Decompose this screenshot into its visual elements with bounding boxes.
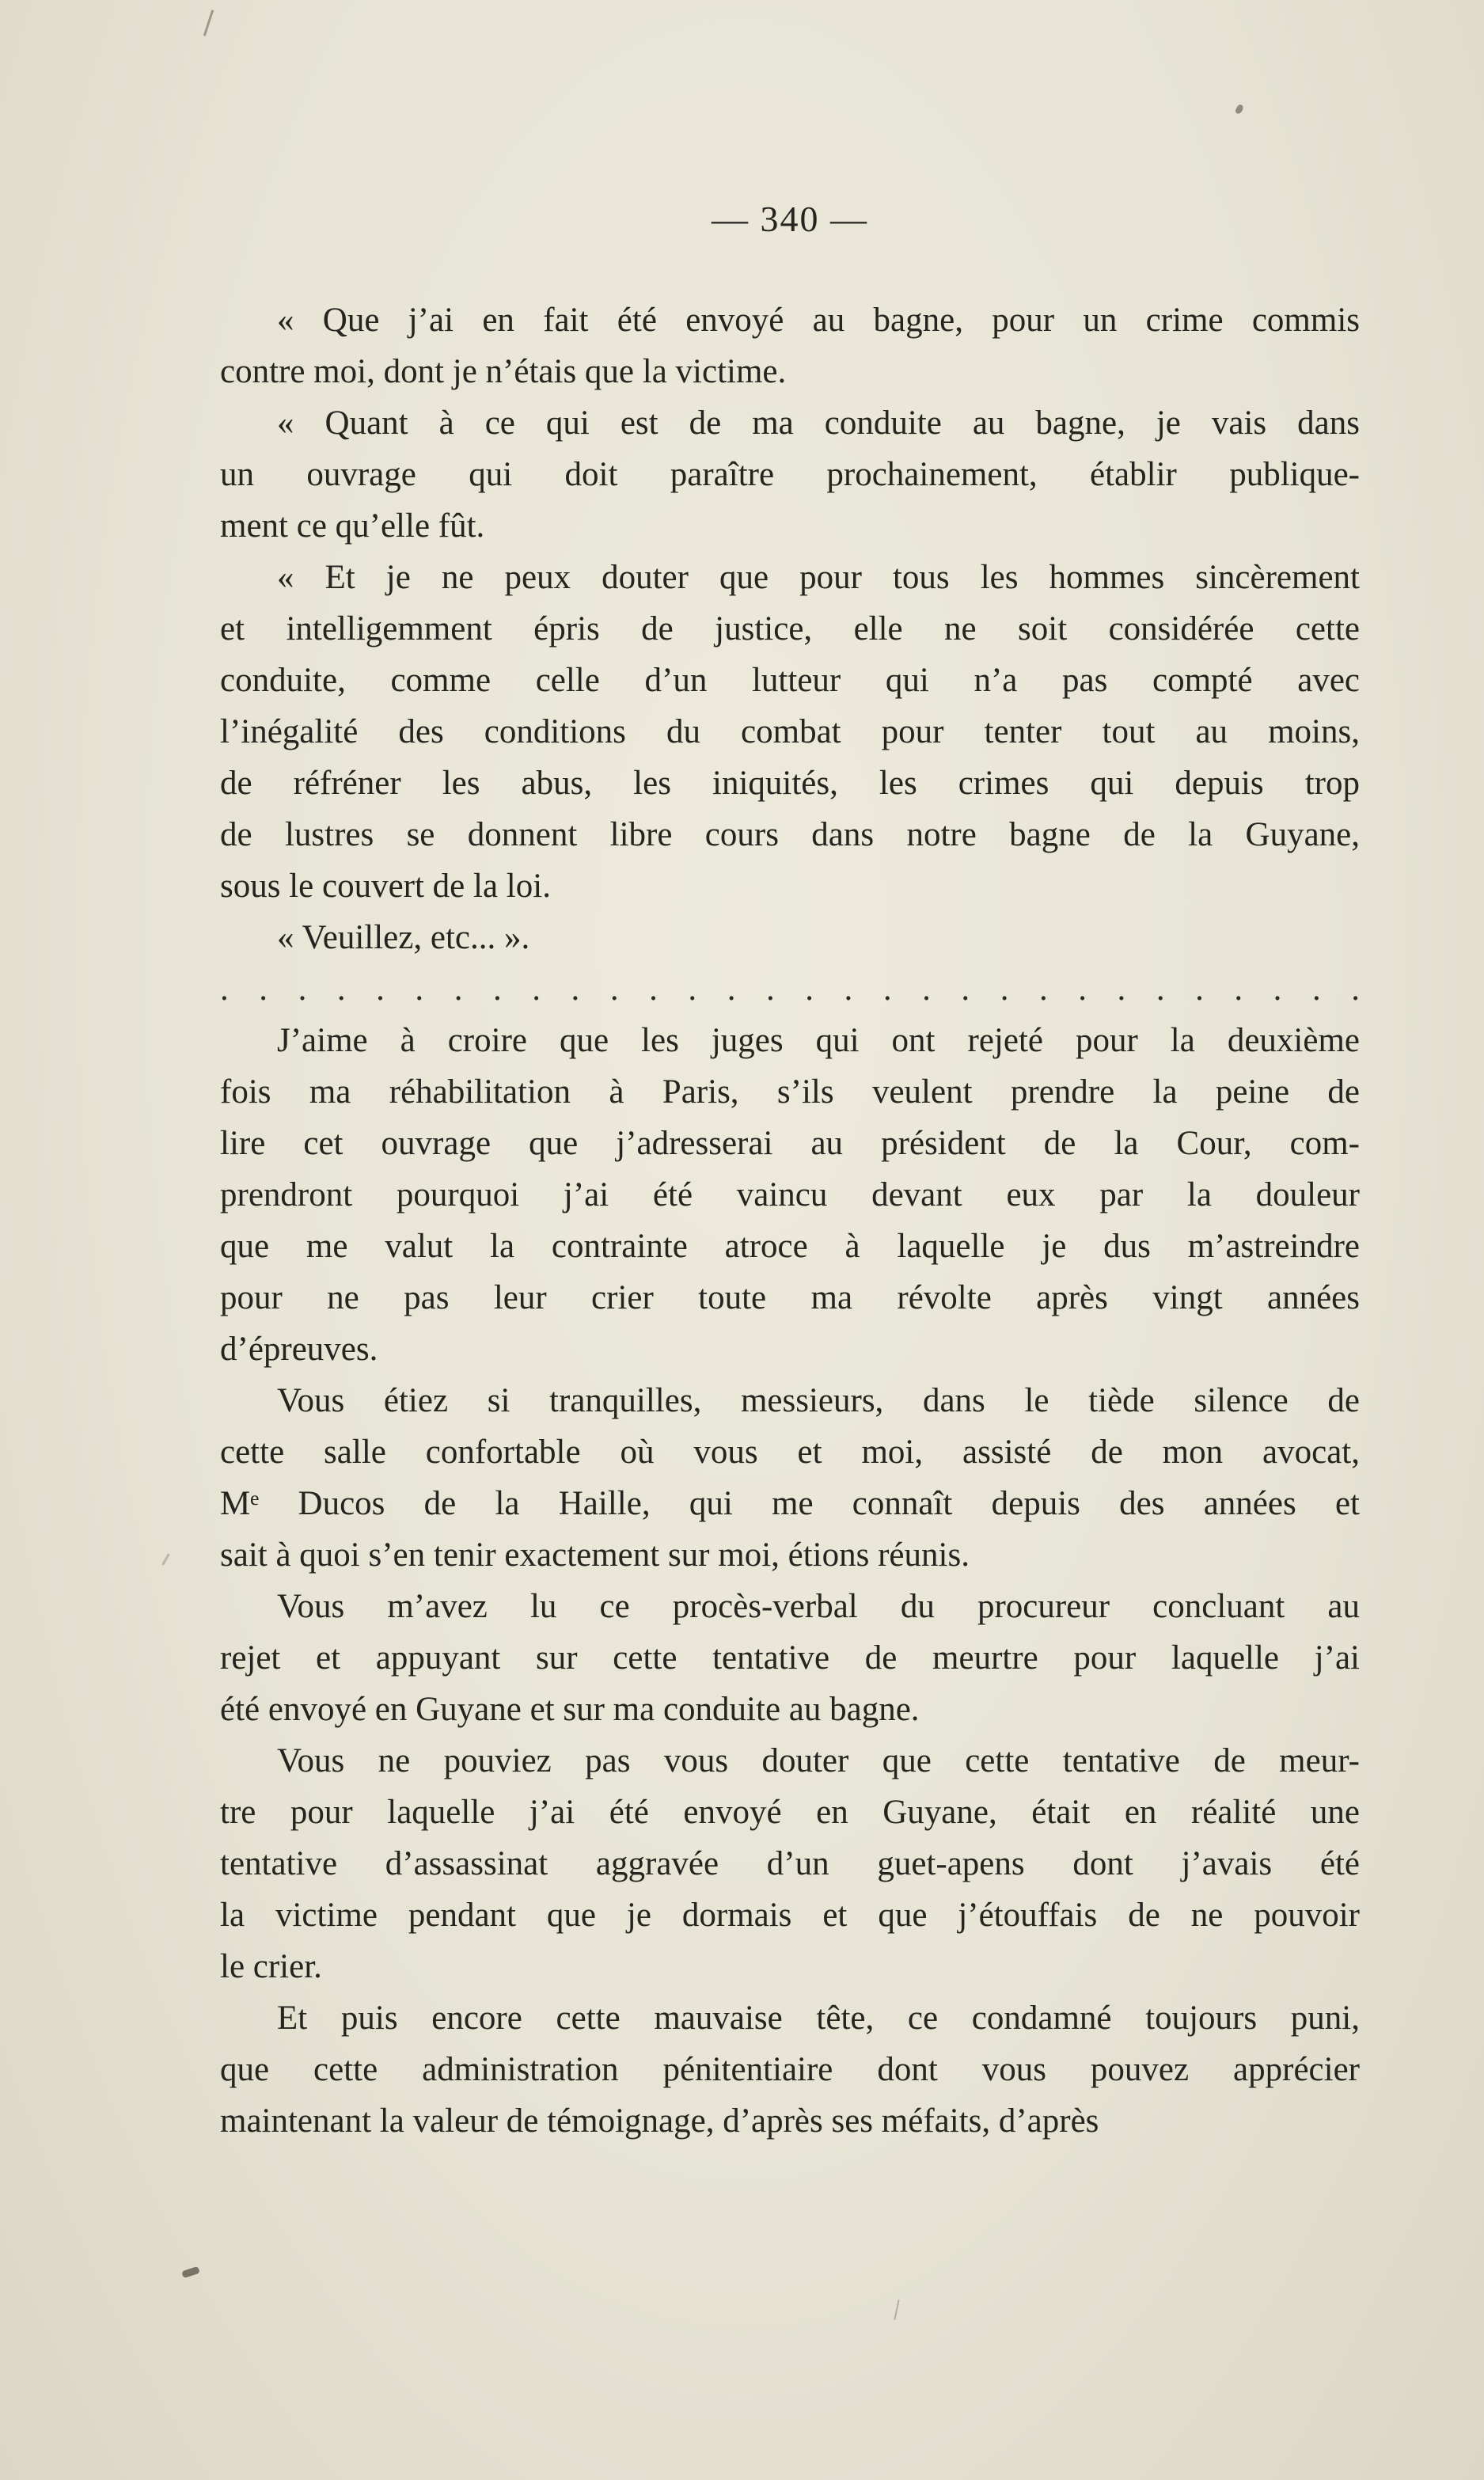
paragraph bbox=[220, 912, 1360, 963]
text-line: Vous étiez si tranquilles, messieurs, dans le tiède silence de bbox=[277, 1382, 1360, 1419]
text-line: de lustres se donnent libre cours dans notre bagne de la Guyane, bbox=[220, 816, 1360, 853]
text-line: l’inégalité des conditions du combat pour tenter tout au moins, bbox=[220, 713, 1360, 750]
text-block bbox=[220, 294, 1360, 2147]
text-line: sait à quoi s’en tenir exactement sur moi, étions réunis. bbox=[220, 1536, 970, 1574]
text-line: un ouvrage qui doit paraître prochainement, établir publique- bbox=[220, 456, 1360, 493]
text-line: sous le couvert de la loi. bbox=[220, 868, 551, 905]
scan-artifact bbox=[894, 2300, 899, 2320]
text-line: lire cet ouvrage que j’adresserai au président de la Cour, com- bbox=[220, 1125, 1360, 1162]
paragraph bbox=[220, 1735, 1360, 1992]
text-line: J’aime à croire que les juges qui ont rejeté pour la deuxième bbox=[277, 1022, 1360, 1059]
paragraph bbox=[220, 397, 1360, 552]
text-line: Vous ne pouviez pas vous douter que cette tentative de meur- bbox=[277, 1742, 1360, 1779]
scan-artifact bbox=[1235, 104, 1244, 115]
text-line: fois ma réhabilitation à Paris, s’ils veulent prendre la peine de bbox=[220, 1073, 1360, 1111]
scan-artifact bbox=[161, 1553, 170, 1565]
text-line: maintenant la valeur de témoignage, d’après ses méfaits, d’après bbox=[220, 2102, 1099, 2140]
text-line: « Quant à ce qui est de ma conduite au bagne, je vais dans bbox=[277, 404, 1360, 442]
text-line: et intelligemment épris de justice, elle ne soit considérée cette bbox=[220, 610, 1360, 648]
text-line: d’épreuves. bbox=[220, 1331, 378, 1368]
text-line: « Veuillez, etc... ». bbox=[277, 919, 530, 956]
text-line: contre moi, dont je n’étais que la victime. bbox=[220, 353, 787, 390]
paragraph bbox=[220, 1015, 1360, 1375]
page-number: — 340 — bbox=[712, 199, 868, 239]
text-line: « Et je ne peux douter que pour tous les hommes sincèrement bbox=[277, 559, 1360, 596]
text-line: prendront pourquoi j’ai été vaincu devant eux par la douleur bbox=[220, 1176, 1360, 1213]
text-line: Et puis encore cette mauvaise tête, ce condamné toujours puni, bbox=[277, 2000, 1360, 2037]
paragraph bbox=[220, 1992, 1360, 2147]
text-line: cette salle confortable où vous et moi, assisté de mon avocat, bbox=[220, 1434, 1360, 1471]
paragraph bbox=[220, 552, 1360, 912]
paragraph bbox=[220, 294, 1360, 397]
scan-artifact bbox=[203, 9, 214, 36]
text-line: de réfréner les abus, les iniquités, les crimes qui depuis trop bbox=[220, 765, 1360, 802]
text-line: rejet et appuyant sur cette tentative de meurtre pour laquelle j’ai bbox=[220, 1639, 1360, 1677]
text-line: tentative d’assassinat aggravée d’un guet-apens dont j’avais été bbox=[220, 1845, 1360, 1882]
text-line: ment ce qu’elle fût. bbox=[220, 507, 485, 545]
text-line: été envoyé en Guyane et sur ma conduite au bagne. bbox=[220, 1691, 920, 1728]
text-line: Mᵉ Ducos de la Haille, qui me connaît depuis des années et bbox=[220, 1485, 1360, 1522]
dotted-separator: . . . . . . . . . . . . . . . . . . . . . . . . . . . . . . bbox=[220, 970, 1360, 1008]
text-line: le crier. bbox=[220, 1948, 322, 1985]
text-line: que me valut la contrainte atroce à laquelle je dus m’astreindre bbox=[220, 1228, 1360, 1265]
text-line: que cette administration pénitentiaire dont vous pouvez apprécier bbox=[220, 2051, 1360, 2088]
paragraph bbox=[220, 1581, 1360, 1735]
text-line: la victime pendant que je dormais et que j’étouffais de ne pouvoir bbox=[220, 1897, 1360, 1934]
scan-artifact bbox=[181, 2266, 200, 2278]
paragraph bbox=[220, 1375, 1360, 1581]
text-line: « Que j’ai en fait été envoyé au bagne, pour un crime commis bbox=[277, 302, 1360, 339]
text-line: Vous m’avez lu ce procès-verbal du procureur concluant au bbox=[277, 1588, 1360, 1625]
text-line: tre pour laquelle j’ai été envoyé en Guyane, était en réalité une bbox=[220, 1794, 1360, 1831]
text-line: pour ne pas leur crier toute ma révolte après vingt années bbox=[220, 1279, 1360, 1316]
text-line: conduite, comme celle d’un lutteur qui n’a pas compté avec bbox=[220, 662, 1360, 699]
